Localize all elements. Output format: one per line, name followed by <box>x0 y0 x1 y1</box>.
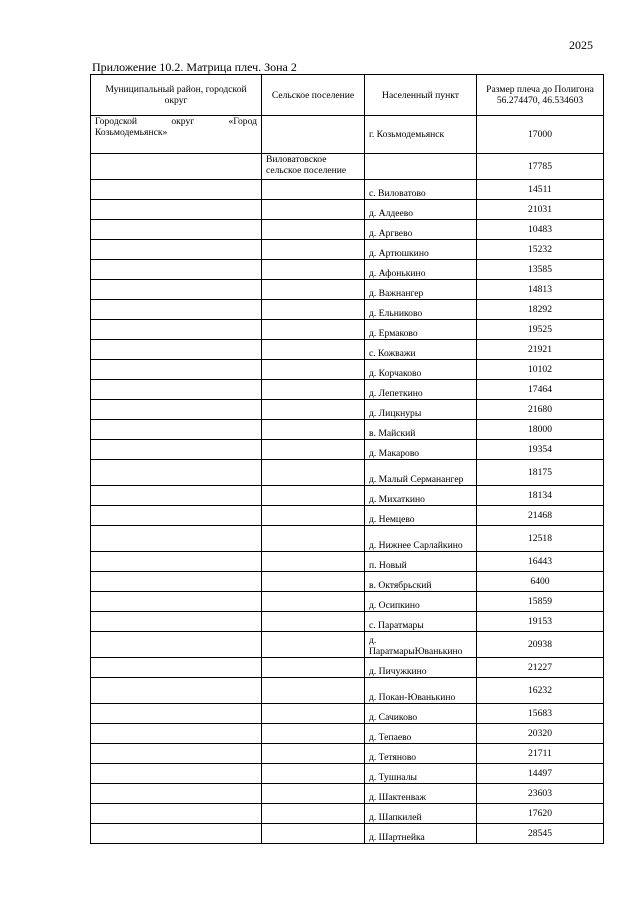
district-cell <box>91 552 262 572</box>
district-cell <box>91 704 262 724</box>
district-cell <box>91 320 262 340</box>
settlement-cell <box>262 280 365 300</box>
place-cell: д. ПаратмарыЮванькино <box>365 632 477 658</box>
distance-cell: 21680 <box>477 400 604 420</box>
distance-cell: 17785 <box>477 154 604 180</box>
district-cell <box>91 220 262 240</box>
place-cell: с. Кожважи <box>365 340 477 360</box>
table-row <box>91 460 604 486</box>
table-row <box>91 824 604 844</box>
place-cell: д. Пичужкино <box>365 658 477 678</box>
settlement-cell <box>262 486 365 506</box>
place-cell: д. Аргвево <box>365 220 477 240</box>
settlement-cell <box>262 592 365 612</box>
place-cell: д. Тетяново <box>365 744 477 764</box>
place-cell: д. Корчаково <box>365 360 477 380</box>
table-row <box>91 340 604 360</box>
place-cell: в. Октябрьский <box>365 572 477 592</box>
settlement-cell <box>262 380 365 400</box>
table-row <box>91 260 604 280</box>
distance-cell: 19354 <box>477 440 604 460</box>
settlement-cell: Виловатовское сельское поселение <box>262 154 365 180</box>
table-row <box>91 506 604 526</box>
settlement-cell <box>262 116 365 154</box>
distance-cell: 19525 <box>477 320 604 340</box>
district-cell <box>91 280 262 300</box>
place-cell: д. Осипкино <box>365 592 477 612</box>
table-row <box>91 486 604 506</box>
settlement-cell <box>262 526 365 552</box>
district-cell: Городской округ «Город Козьмодемьянск» <box>91 116 262 154</box>
table-row <box>91 744 604 764</box>
district-cell <box>91 340 262 360</box>
distance-cell: 10483 <box>477 220 604 240</box>
place-cell: д. Шапкилей <box>365 804 477 824</box>
place-cell: с. Паратмары <box>365 612 477 632</box>
settlement-cell <box>262 340 365 360</box>
distance-cell: 21711 <box>477 744 604 764</box>
distance-cell: 21227 <box>477 658 604 678</box>
distance-cell: 21468 <box>477 506 604 526</box>
settlement-cell <box>262 572 365 592</box>
table-row <box>91 804 604 824</box>
settlement-cell <box>262 678 365 704</box>
distance-cell: 18134 <box>477 486 604 506</box>
district-cell <box>91 658 262 678</box>
place-cell: д. Тепаево <box>365 724 477 744</box>
header-distance: Размер плеча до Полигона 56.274470, 46.534603 <box>477 75 604 116</box>
district-cell <box>91 240 262 260</box>
table-row <box>91 784 604 804</box>
table-row-district <box>91 116 604 154</box>
distance-cell: 13585 <box>477 260 604 280</box>
settlement-cell <box>262 320 365 340</box>
district-cell <box>91 744 262 764</box>
place-cell: д. Лицкнуры <box>365 400 477 420</box>
settlement-cell <box>262 220 365 240</box>
table-row <box>91 360 604 380</box>
settlement-cell <box>262 180 365 200</box>
distance-cell: 14497 <box>477 764 604 784</box>
distance-cell: 17000 <box>477 116 604 154</box>
settlement-cell <box>262 420 365 440</box>
page-number: 2025 <box>569 38 593 52</box>
settlement-cell <box>262 824 365 844</box>
district-cell <box>91 724 262 744</box>
place-cell: д. Малый Серманангер <box>365 460 477 486</box>
distance-cell: 20320 <box>477 724 604 744</box>
header-district: Муниципальный район, городской округ <box>91 75 262 116</box>
distance-cell: 10102 <box>477 360 604 380</box>
distance-cell: 16443 <box>477 552 604 572</box>
place-cell: п. Новый <box>365 552 477 572</box>
district-cell <box>91 678 262 704</box>
table-row <box>91 612 604 632</box>
table-row <box>91 678 604 704</box>
table-row <box>91 280 604 300</box>
table-row <box>91 764 604 784</box>
district-cell <box>91 200 262 220</box>
district-cell <box>91 506 262 526</box>
place-cell: д. Тушналы <box>365 764 477 784</box>
district-cell <box>91 612 262 632</box>
distance-cell: 20938 <box>477 632 604 658</box>
place-cell: д. Сачиково <box>365 704 477 724</box>
distance-cell: 28545 <box>477 824 604 844</box>
distance-cell: 6400 <box>477 572 604 592</box>
district-cell <box>91 360 262 380</box>
table-row <box>91 420 604 440</box>
district-cell <box>91 486 262 506</box>
table-row <box>91 592 604 612</box>
district-cell <box>91 764 262 784</box>
table-row <box>91 300 604 320</box>
settlement-cell <box>262 240 365 260</box>
place-cell <box>365 154 477 180</box>
district-cell <box>91 526 262 552</box>
table-row <box>91 180 604 200</box>
distance-cell: 19153 <box>477 612 604 632</box>
settlement-cell <box>262 460 365 486</box>
district-cell <box>91 824 262 844</box>
settlement-cell <box>262 440 365 460</box>
table-header-row <box>91 75 604 116</box>
place-cell: д. Покан-Юванькино <box>365 678 477 704</box>
distance-cell: 23603 <box>477 784 604 804</box>
distance-cell: 12518 <box>477 526 604 552</box>
settlement-cell <box>262 704 365 724</box>
distance-cell: 18000 <box>477 420 604 440</box>
place-cell: г. Козьмодемьянск <box>365 116 477 154</box>
district-cell <box>91 460 262 486</box>
settlement-cell <box>262 400 365 420</box>
settlement-cell <box>262 804 365 824</box>
table-row <box>91 200 604 220</box>
place-cell: д. Шактенваж <box>365 784 477 804</box>
place-cell: д. Ермаково <box>365 320 477 340</box>
table-row <box>91 704 604 724</box>
settlement-cell <box>262 658 365 678</box>
distance-matrix-table <box>90 74 604 844</box>
table-row <box>91 400 604 420</box>
district-cell <box>91 300 262 320</box>
distance-cell: 21921 <box>477 340 604 360</box>
settlement-cell <box>262 506 365 526</box>
place-cell: д. Михаткино <box>365 486 477 506</box>
table-row <box>91 632 604 658</box>
settlement-cell <box>262 744 365 764</box>
place-cell: д. Афонькино <box>365 260 477 280</box>
distance-cell: 14511 <box>477 180 604 200</box>
district-cell <box>91 154 262 180</box>
header-settlement: Сельское поселение <box>262 75 365 116</box>
table-row <box>91 440 604 460</box>
distance-cell: 16232 <box>477 678 604 704</box>
place-cell: д. Артюшкино <box>365 240 477 260</box>
table-row <box>91 724 604 744</box>
settlement-cell <box>262 784 365 804</box>
place-cell: д. Алдеево <box>365 200 477 220</box>
table-row <box>91 380 604 400</box>
table-row <box>91 552 604 572</box>
table-row <box>91 526 604 552</box>
settlement-cell <box>262 764 365 784</box>
table-row <box>91 572 604 592</box>
district-cell <box>91 592 262 612</box>
district-cell <box>91 400 262 420</box>
distance-cell: 15232 <box>477 240 604 260</box>
table-row <box>91 320 604 340</box>
district-cell <box>91 180 262 200</box>
settlement-cell <box>262 724 365 744</box>
settlement-cell <box>262 552 365 572</box>
place-cell: д. Ельниково <box>365 300 477 320</box>
place-cell: д. Немцево <box>365 506 477 526</box>
place-cell: д. Нижнее Сарлайкино <box>365 526 477 552</box>
distance-cell: 17464 <box>477 380 604 400</box>
district-cell <box>91 632 262 658</box>
settlement-cell <box>262 612 365 632</box>
distance-cell: 21031 <box>477 200 604 220</box>
place-cell: в. Майский <box>365 420 477 440</box>
district-cell <box>91 420 262 440</box>
place-cell: д. Макарово <box>365 440 477 460</box>
settlement-cell <box>262 260 365 280</box>
header-place: Населенный пункт <box>365 75 477 116</box>
district-cell <box>91 260 262 280</box>
settlement-cell <box>262 632 365 658</box>
table-row <box>91 220 604 240</box>
place-cell: д. Лепеткино <box>365 380 477 400</box>
settlement-cell <box>262 200 365 220</box>
district-cell <box>91 804 262 824</box>
district-cell <box>91 380 262 400</box>
distance-cell: 17620 <box>477 804 604 824</box>
document-title: Приложение 10.2. Матрица плеч. Зона 2 <box>92 60 297 74</box>
distance-cell: 18175 <box>477 460 604 486</box>
distance-cell: 14813 <box>477 280 604 300</box>
settlement-cell <box>262 360 365 380</box>
place-cell: д. Шартнейка <box>365 824 477 844</box>
distance-cell: 18292 <box>477 300 604 320</box>
table-row <box>91 240 604 260</box>
settlement-cell <box>262 300 365 320</box>
district-cell <box>91 440 262 460</box>
district-cell <box>91 784 262 804</box>
table-row-settlement <box>91 154 604 180</box>
place-cell: д. Важнангер <box>365 280 477 300</box>
distance-cell: 15683 <box>477 704 604 724</box>
district-cell <box>91 572 262 592</box>
distance-cell: 15859 <box>477 592 604 612</box>
table-row <box>91 658 604 678</box>
place-cell: с. Виловатово <box>365 180 477 200</box>
